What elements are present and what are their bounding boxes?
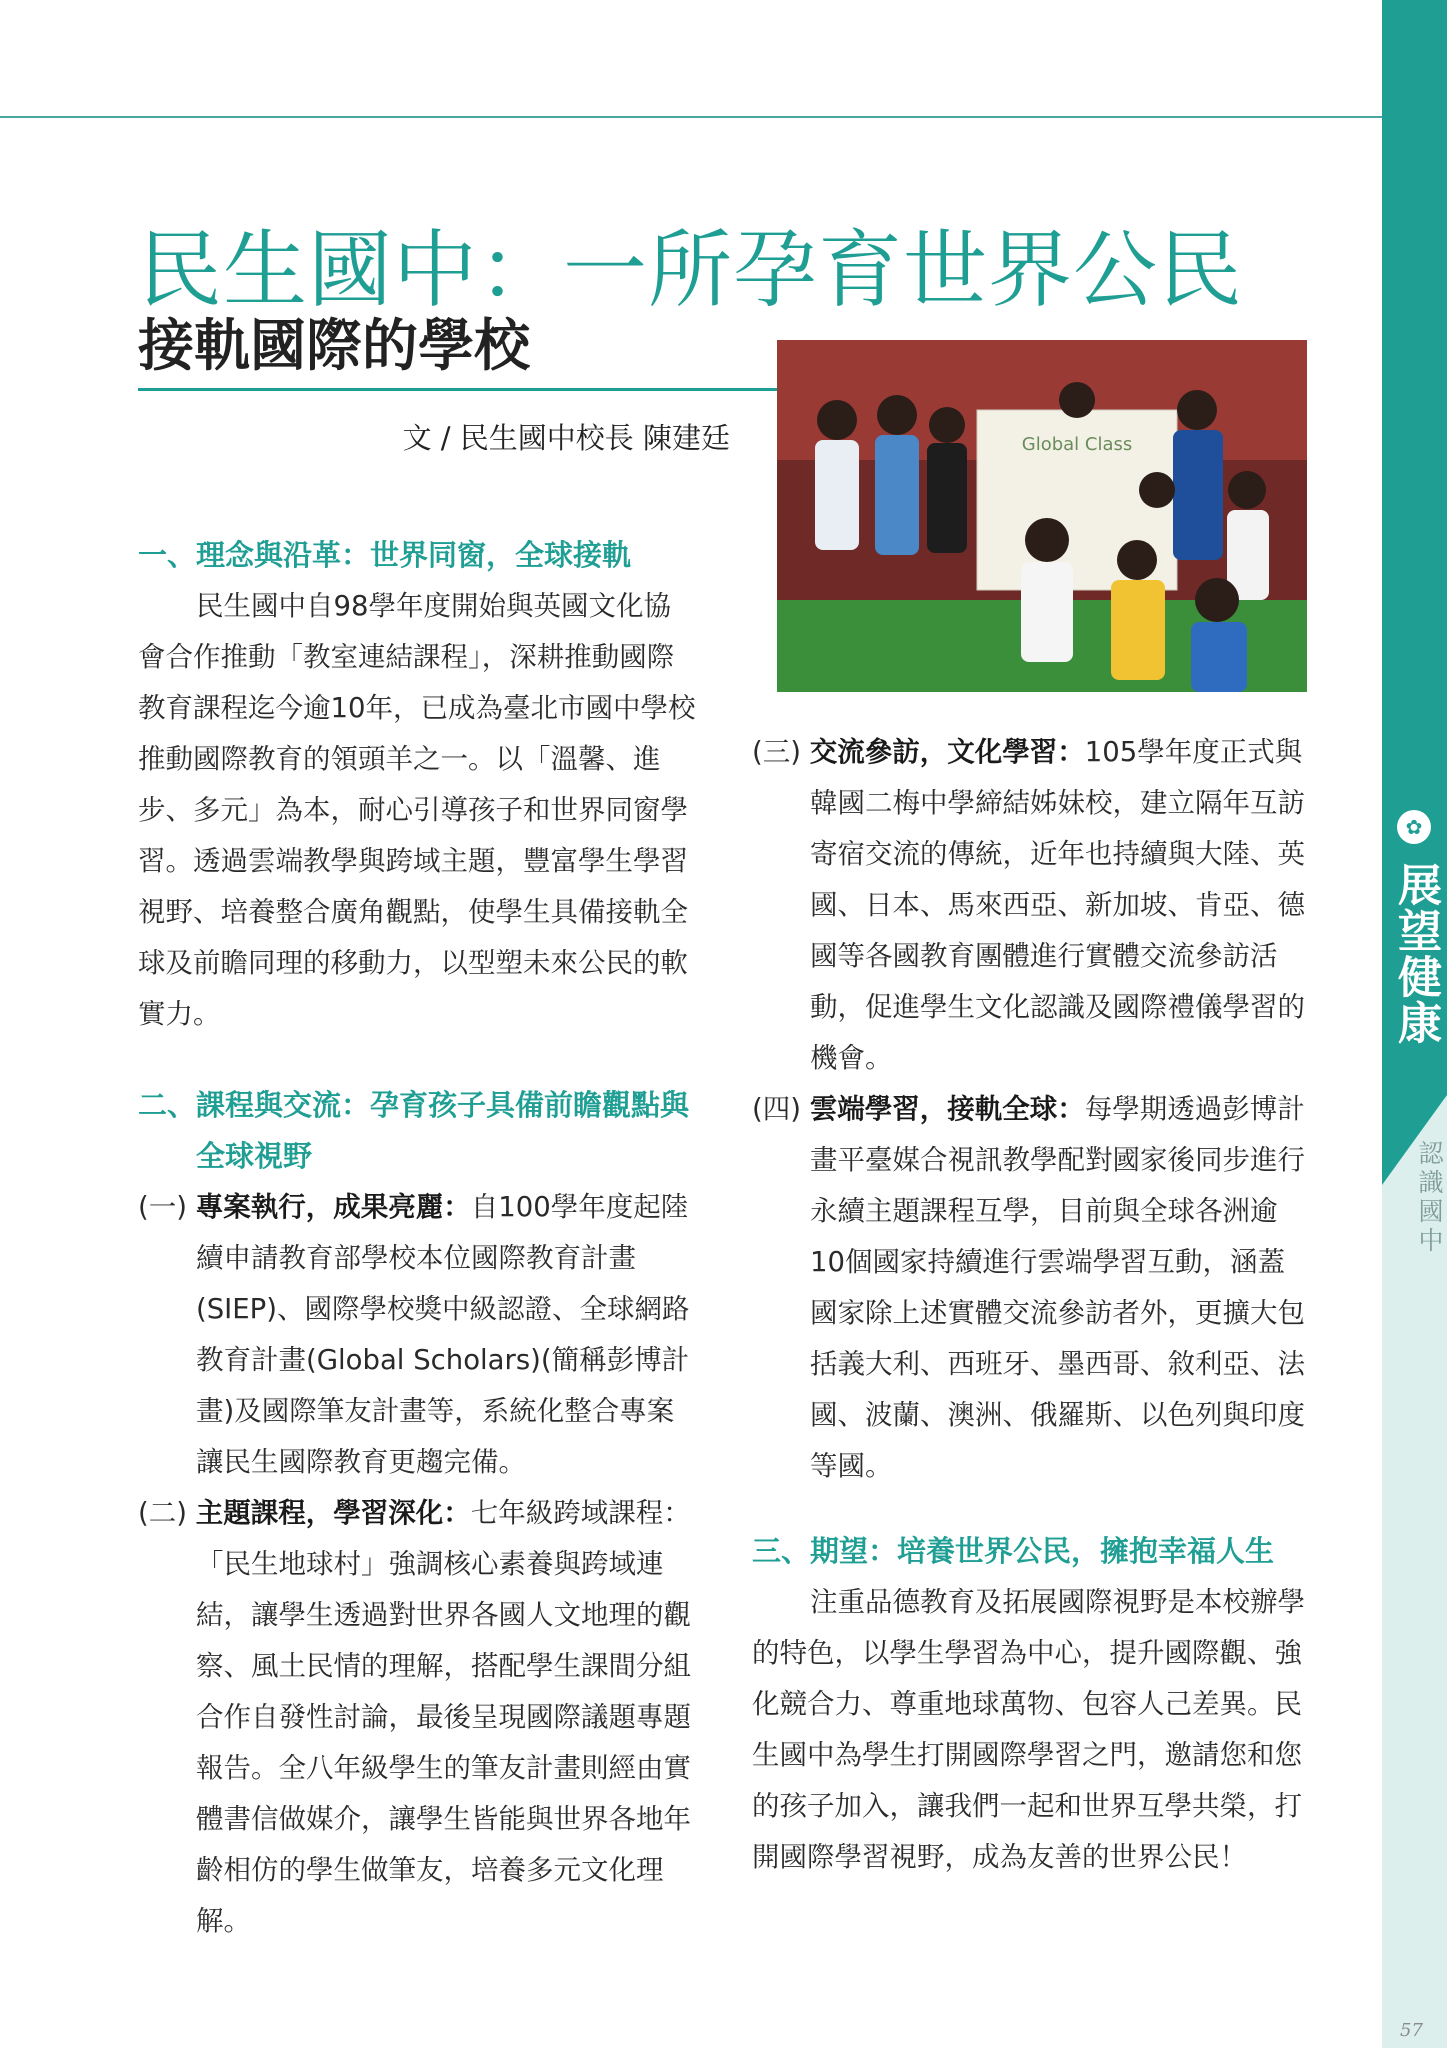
list-item-text: 七年級跨域課程：「民生地球村」強調核心素養與跨域連結，讓學生透過對世界各國人文地理的觀察、風土民情的理解，搭配學生課間分組合作自發性討論，最後呈現國際議題專題報告。全八年級學生的筆友計畫則經由實體書信做媒介，讓學生皆能與世界各地年齡相仿的學生做筆友，培養多元文化理解。 — [196, 1497, 691, 1937]
student-head — [1177, 390, 1217, 430]
section-title-vertical: 展望健康 — [1390, 862, 1441, 1046]
student-body — [815, 440, 859, 550]
student-head — [1139, 472, 1175, 508]
right-column — [752, 727, 1312, 1883]
student-head — [929, 407, 965, 443]
list-item-text: 每學期透過彭博計畫平臺媒合視訊教學配對國家後同步進行永續主題課程互學，目前與全球各洲逾10個國家持續進行雲端學習互動，涵蓋國家除上述實體交流參訪者外，更擴大包括義大利、西班牙、墨西哥、敘利亞、法國、波蘭、澳洲、俄羅斯、以色列與印度等國。 — [810, 1093, 1305, 1482]
section-2-heading: 二、課程與交流：孕育孩子具備前瞻觀點與全球視野 — [138, 1088, 690, 1173]
page-number: 57 — [1400, 2020, 1423, 2041]
student-head — [1195, 578, 1239, 622]
list-item-label: 專案執行，成果亮麗： — [195, 1191, 471, 1223]
student-head — [877, 395, 917, 435]
left-column — [138, 530, 698, 1947]
list-item-text: 105學年度正式與韓國二梅中學締結姊妹校，建立隔年互訪寄宿交流的傳統，近年也持續與大陸、英國、日本、馬來西亞、新加坡、肯亞、德國等各國教育團體進行實體交流參訪活動，促進學生文化認識及國際禮儀學習的機會。 — [810, 736, 1305, 1074]
student-head — [1059, 382, 1095, 418]
student-body — [1021, 562, 1073, 662]
author-byline: 文 / 民生國中校長 陳建廷 — [402, 421, 730, 455]
list-item-text: 自100學年度起陸續申請教育部學校本位國際教育計畫(SIEP)、國際學校獎中級認證、全球網路教育計畫(Global Scholars)(簡稱彭博計畫)及國際筆友計畫等，系統化整合專案讓民生國際教育更趨完備。 — [196, 1191, 690, 1478]
section-3-heading: 三、期望：培養世界公民，擁抱幸福人生 — [752, 1534, 1275, 1568]
flower-logo-icon: ✿ — [1397, 810, 1431, 844]
section-3-body: 注重品德教育及拓展國際視野是本校辦學的特色，以學生學習為中心，提升國際觀、強化競合力、尊重地球萬物、包容人己差異。民生國中為學生打開國際學習之門，邀請您和您的孩子加入，讓我們一起和世界互學共榮，打開國際學習視野，成為友善的世界公民！ — [752, 1586, 1305, 1873]
list-item-label: 主題課程，學習深化： — [195, 1497, 471, 1529]
student-body — [1111, 580, 1165, 680]
list-item-label: 交流參訪，文化學習： — [809, 736, 1085, 768]
article-title: 民生國中：一所孕育世界公民 — [138, 221, 1244, 319]
student-head — [1117, 540, 1157, 580]
poster-text: Global Class — [1021, 434, 1133, 455]
section-1-body: 民生國中自98學年度開始與英國文化協會合作推動「教室連結課程」，深耕推動國際教育課程迄今逾10年，已成為臺北市國中學校推動國際教育的領頭羊之一。以「溫馨、進步、多元」為本，耐心引導孩子和世界同窗學習。透過雲端教學與跨域主題，豐富學生學習視野、培養整合廣角觀點，使學生具備接軌全球及前瞻同理的移動力，以型塑未來公民的軟實力。 — [138, 590, 696, 1030]
students-photo — [777, 340, 1307, 692]
student-body — [1191, 622, 1247, 692]
title-underline — [138, 388, 778, 391]
list-item: (一) 專案執行，成果亮麗：自100學年度起陸續申請教育部學校本位國際教育計畫(SIEP)、國際學校獎中級認證、全球網路教育計畫(Global Scholars)(簡稱彭博計畫)及國際筆友計畫等，系統化整合專案讓民生國際教育更趨完備。 — [138, 1191, 690, 1478]
section-1-heading: 一、理念與沿革：世界同窗，全球接軌 — [138, 538, 632, 572]
list-item: (三) 交流參訪，文化學習：105學年度正式與韓國二梅中學締結姊妹校，建立隔年互訪寄宿交流的傳統，近年也持續與大陸、英國、日本、馬來西亞、新加坡、肯亞、德國等各國教育團體進行實體交流參訪活動，促進學生文化認識及國際禮儀學習的機會。 — [752, 736, 1305, 1074]
section-subtitle-vertical: 認識國中 — [1415, 1140, 1444, 1256]
student-head — [1228, 471, 1266, 509]
list-item: (四) 雲端學習，接軌全球：每學期透過彭博計畫平臺媒合視訊教學配對國家後同步進行永續主題課程互學，目前與全球各洲逾10個國家持續進行雲端學習互動，涵蓋國家除上述實體交流參訪者外，更擴大包括義大利、西班牙、墨西哥、敘利亞、法國、波蘭、澳洲、俄羅斯、以色列與印度等國。 — [752, 1093, 1305, 1482]
student-head — [1025, 518, 1069, 562]
students-photo-illustration — [777, 340, 1307, 692]
list-item: (二) 主題課程，學習深化：七年級跨域課程：「民生地球村」強調核心素養與跨域連結，讓學生透過對世界各國人文地理的觀察、風土民情的理解，搭配學生課間分組合作自發性討論，最後呈現國際議題專題報告。全八年級學生的筆友計畫則經由實體書信做媒介，讓學生皆能與世界各地年齡相仿的學生做筆友，培養多元文化理解。 — [138, 1497, 691, 1937]
article-subtitle: 接軌國際的學校 — [138, 314, 530, 379]
student-body — [1173, 430, 1223, 560]
top-rule — [0, 116, 1382, 118]
student-head — [817, 400, 857, 440]
list-item-label: 雲端學習，接軌全球： — [809, 1093, 1085, 1125]
student-body — [875, 435, 919, 555]
student-body — [927, 443, 967, 553]
